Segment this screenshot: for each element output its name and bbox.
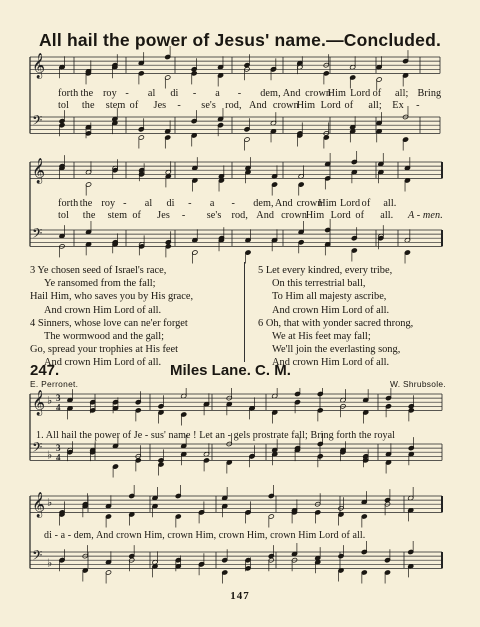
lyric-syllable: roy [101, 198, 116, 209]
system-3-lyric: 1. All hail the power of Je - sus' name ! Let an - gels prostrate fall; Bring forth the royal [36, 430, 396, 441]
column-divider [244, 262, 245, 362]
lyric-syllable: se's [201, 100, 216, 111]
verse-number: 3 [30, 265, 36, 276]
lyric-syllable: And [282, 88, 301, 99]
lyric-syllable: - [177, 100, 181, 111]
treble-clef-icon: 𝄞 [32, 53, 46, 79]
lyric-syllable: Jes [157, 210, 170, 221]
flat-sign-icon: ♭ [47, 557, 53, 570]
verse-line: We'll join the everlasting song, [272, 344, 401, 356]
verse-number: 6 [258, 317, 264, 329]
treble-clef-icon: 𝄞 [32, 158, 46, 184]
system-1-lyric-line-2 [0, 100, 480, 112]
lyric-syllable: Bring [417, 88, 442, 99]
lyric-syllable: - [192, 88, 197, 99]
lyric-syllable: crown [296, 198, 323, 209]
amen-label: A - men. [408, 210, 443, 221]
lyric-syllable: - [123, 198, 127, 209]
lyric-syllable: roy [102, 88, 117, 99]
verse-line: Let every kindred, every tribe, [265, 265, 393, 276]
lyric-syllable: al [144, 198, 153, 209]
lyric-syllable: Lord [330, 210, 351, 221]
lyric-syllable: crown [272, 100, 299, 111]
time-signature-top: 3 [56, 393, 61, 404]
verse-line: And crown Him Lord of all. [272, 304, 390, 316]
page-title: All hail the power of Jesus' name.—Concluded. [38, 30, 442, 50]
verse-number: 5 [258, 265, 264, 276]
lyric-syllable: a [215, 88, 220, 99]
verse-line: We at His feet may fall; [272, 331, 371, 343]
verse-line: The wormwood and the gall; [44, 331, 165, 343]
lyric-syllable: of [355, 210, 365, 221]
lyric-syllable: stem [105, 100, 126, 111]
lyric-syllable: the [80, 88, 94, 99]
lyric-syllable: the [79, 198, 93, 209]
lyric-syllable: And [256, 210, 275, 221]
lyric-syllable: - [416, 100, 420, 111]
lyric-syllable: of [372, 88, 382, 99]
bass-clef-icon: 𝄢 [32, 439, 43, 459]
lyric-syllable: forth [58, 198, 79, 209]
bass-clef-icon: 𝄢 [32, 547, 43, 567]
music-system-4 [0, 482, 480, 602]
lyric-syllable: a [209, 198, 215, 209]
lyric-syllable: se's [206, 210, 222, 221]
lyric-syllable: Lord [350, 88, 371, 99]
lyric-syllable: all. [380, 210, 394, 221]
lyric-syllable: - [188, 198, 192, 209]
lyric-syllable: all; [395, 88, 409, 99]
verse-line: Sinners, whose love can ne'er forget [37, 317, 188, 329]
lyric-syllable: rod, [231, 210, 249, 221]
hymn-title: Miles Lane. C. M. [170, 362, 291, 379]
system-2-lyric-line-1 [0, 198, 480, 210]
lyric-syllable: crown [305, 88, 332, 99]
lyric-syllable: - [125, 88, 129, 99]
flat-sign-icon: ♭ [47, 395, 53, 408]
lyric-syllable: Jes [153, 100, 167, 111]
verse-line: Hail Him, who saves you by His grace, [30, 291, 194, 303]
lyric-syllable: al [147, 88, 156, 99]
hymn-number: 247. [30, 362, 60, 379]
lyric-syllable: tol [58, 210, 70, 221]
lyric-syllable: stem [107, 210, 128, 221]
lyric-syllable: the [82, 210, 96, 221]
page-number: 147 [230, 590, 250, 602]
verse-line: To Him all majesty ascribe, [272, 291, 387, 303]
system-1-lyric-line-1 [0, 88, 480, 100]
system-2-lyric-line-2 [0, 210, 480, 222]
verse-line: Oh, that with yonder sacred throng, [265, 317, 414, 329]
lyric-syllable: of [361, 198, 371, 209]
time-signature-top: 3 [56, 443, 61, 454]
lyric-syllable: Him [318, 198, 337, 209]
treble-clef-icon: 𝄞 [32, 390, 46, 416]
lyric-syllable: Him [296, 100, 316, 111]
time-signature-bottom: 4 [56, 402, 61, 413]
lyric-syllable: dem, [260, 88, 281, 99]
system-4-lyric: di - a - dem, And crown Him, crown Him, crown Him, crown Him Lord of all. [44, 530, 366, 541]
verse-line: Ye chosen seed of Israel's race, [37, 265, 167, 276]
flat-sign-icon: ♭ [47, 497, 53, 510]
lyric-syllable: dem, [253, 198, 274, 209]
lyric-syllable: of [132, 210, 142, 221]
treble-clef-icon: 𝄞 [32, 492, 46, 518]
lyric-syllable: all. [383, 198, 397, 209]
lyric-syllable: Him [305, 210, 325, 221]
lyric-syllable: Ex [392, 100, 404, 111]
lyric-syllable: - [237, 88, 242, 99]
verse-number: 4 [30, 317, 36, 329]
verse-line: Ye ransomed from the fall; [44, 278, 156, 290]
verses-right [258, 264, 413, 370]
lyric-syllable: And [249, 100, 267, 111]
lyric-syllable: di [170, 88, 179, 99]
bass-clef-icon: 𝄢 [32, 112, 43, 132]
lyric-syllable: tol [58, 100, 70, 111]
lyric-syllable: di [166, 198, 175, 209]
lyric-syllable: of [129, 100, 139, 111]
author-credit: E. Perronet. [30, 379, 79, 389]
lyric-syllable: crown [281, 210, 308, 221]
verse-line: And crown Him Lord of all. [44, 304, 162, 316]
lyric-syllable: of [344, 100, 354, 111]
lyric-syllable: - [231, 198, 235, 209]
lyric-syllable: Lord [320, 100, 341, 111]
bass-clef-icon: 𝄢 [32, 225, 43, 245]
lyric-syllable: Lord [339, 198, 361, 209]
verse-line: Go, spread your trophies at His feet [30, 344, 179, 356]
flat-sign-icon: ♭ [47, 449, 53, 462]
verses-left [30, 264, 193, 370]
lyric-syllable: And [274, 198, 293, 209]
lyric-syllable: - [181, 210, 186, 221]
verse-line: And crown Him Lord of all. [272, 357, 390, 369]
verse-line: On this terrestrial ball, [272, 278, 366, 290]
lyric-syllable: rod, [225, 100, 242, 111]
verse-line: And crown Him Lord of all. [44, 357, 162, 369]
lyric-syllable: Him [327, 88, 347, 99]
time-signature-bottom: 4 [56, 452, 61, 463]
lyric-syllable: the [81, 100, 95, 111]
lyric-syllable: all; [368, 100, 382, 111]
lyric-syllable: forth [58, 88, 79, 99]
composer-credit: W. Shrubsole. [389, 379, 446, 389]
